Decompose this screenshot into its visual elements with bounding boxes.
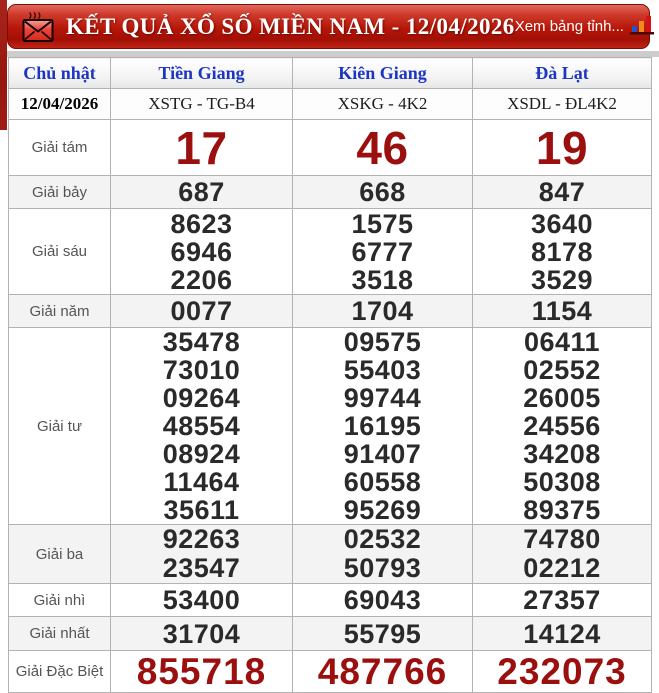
prize-number: 26005 [523, 383, 601, 413]
prize-cell [111, 525, 293, 584]
prize-row-giai-sau [9, 209, 652, 295]
prize-cell [293, 176, 473, 209]
prize-number: 19 [535, 121, 589, 174]
prize-number: 99744 [343, 383, 422, 413]
prize-row-giai-tu [9, 328, 652, 525]
column-header-row [9, 58, 652, 89]
bar-chart-icon [630, 15, 656, 39]
column-header-day[interactable]: Chủ nhật [9, 58, 111, 89]
station-code: XSDL - ĐL4K2 [473, 89, 652, 120]
prize-label: Giải Đặc Biệt [9, 651, 111, 693]
prize-number: 3529 [530, 264, 594, 295]
prize-cell [473, 651, 652, 693]
prize-number: 55795 [343, 618, 422, 649]
prize-number: 60558 [343, 467, 422, 497]
prize-label: Giải sáu [9, 209, 111, 295]
prize-number: 02212 [523, 553, 601, 583]
prize-number: 14124 [523, 618, 601, 649]
prize-row-giai-ba [9, 525, 652, 584]
prize-cell [473, 617, 652, 651]
view-provinces-label: Xem bảng tỉnh... [514, 18, 624, 35]
prize-number: 2206 [170, 264, 233, 295]
prize-label: Giải bảy [9, 176, 111, 209]
hot-envelope-icon [20, 11, 56, 45]
station-code: XSKG - 4K2 [293, 89, 473, 120]
prize-cell [111, 176, 293, 209]
prize-cell [293, 651, 473, 693]
prize-label: Giải năm [9, 295, 111, 328]
prize-number: 09264 [162, 383, 241, 413]
prize-cell [293, 209, 473, 295]
prize-cell [473, 209, 652, 295]
prize-number: 50308 [523, 467, 601, 497]
prize-number: 6777 [351, 236, 414, 267]
prize-cell [111, 651, 293, 693]
prize-row-giai-nhi [9, 584, 652, 617]
prize-cell [111, 120, 293, 176]
prize-number: 17 [175, 121, 228, 174]
prize-label: Giải nhì [9, 584, 111, 617]
prize-row-giai-nam [9, 295, 652, 328]
prize-cell [111, 328, 293, 525]
prize-number: 95269 [343, 495, 422, 525]
prize-number: 06411 [523, 327, 601, 357]
prize-cell [293, 525, 473, 584]
prize-number: 487766 [317, 650, 448, 692]
prize-cell [293, 295, 473, 328]
prize-number: 668 [359, 177, 406, 207]
column-header-province-tien-giang[interactable]: Tiền Giang [111, 58, 293, 89]
prize-cell [473, 525, 652, 584]
draw-info-row [9, 89, 652, 120]
prize-number: 02552 [523, 355, 601, 385]
prize-number: 92263 [162, 524, 241, 554]
prize-number: 31704 [162, 618, 241, 649]
column-header-province-kien-giang[interactable]: Kiên Giang [293, 58, 473, 89]
prize-label: Giải tám [9, 120, 111, 176]
prize-cell [293, 617, 473, 651]
prize-number: 16195 [343, 411, 422, 441]
prize-number: 8178 [530, 236, 594, 267]
station-code: XSTG - TG-B4 [111, 89, 293, 120]
prize-cell [111, 295, 293, 328]
prize-number: 24556 [523, 411, 601, 441]
prize-number: 46 [356, 121, 409, 174]
prize-cell [111, 209, 293, 295]
view-provinces-link[interactable] [515, 15, 656, 39]
draw-date: 12/04/2026 [9, 89, 111, 120]
prize-number: 02532 [343, 524, 422, 554]
prize-number: 55403 [343, 355, 422, 385]
prize-number: 3518 [351, 264, 414, 295]
prize-number: 89375 [523, 495, 601, 525]
prize-cell [473, 328, 652, 525]
lottery-results-table [8, 57, 652, 693]
prize-number: 91407 [343, 439, 422, 469]
prize-number: 27357 [523, 585, 601, 615]
prize-number: 1154 [531, 296, 593, 326]
page-title: KẾT QUẢ XỔ SỐ MIỀN NAM - 12/04/2026 [66, 13, 515, 39]
prize-row-giai-bay [9, 176, 652, 209]
prize-number: 232073 [497, 650, 627, 692]
prize-number: 09575 [343, 327, 422, 357]
prize-number: 50793 [343, 553, 422, 583]
prize-number: 3640 [530, 208, 594, 239]
prize-number: 847 [538, 177, 586, 207]
prize-label: Giải tư [9, 328, 111, 525]
prize-cell [293, 584, 473, 617]
prize-number: 8623 [170, 208, 233, 239]
prize-cell [473, 120, 652, 176]
column-header-province-da-lat[interactable]: Đà Lạt [473, 58, 652, 89]
prize-number: 48554 [162, 411, 241, 441]
prize-number: 35611 [163, 495, 240, 525]
prize-number: 35478 [162, 327, 241, 357]
prize-label: Giải nhất [9, 617, 111, 651]
prize-cell [111, 584, 293, 617]
prize-number: 11464 [163, 467, 240, 497]
prize-row-giai-nhat [9, 617, 652, 651]
header-bar [7, 4, 650, 49]
prize-number: 73010 [162, 355, 241, 385]
prize-number: 34208 [523, 439, 601, 469]
prize-row-giai-dac-biet [9, 651, 652, 693]
prize-cell [293, 328, 473, 525]
prize-number: 6946 [170, 236, 233, 267]
prize-cell [111, 617, 293, 651]
prize-label: Giải ba [9, 525, 111, 584]
prize-number: 23547 [162, 553, 241, 583]
prize-cell [473, 176, 652, 209]
prize-number: 74780 [523, 524, 601, 554]
left-edge-decoration [0, 0, 7, 130]
prize-cell [473, 295, 652, 328]
prize-number: 08924 [162, 439, 241, 469]
prize-number: 69043 [343, 585, 422, 615]
prize-number: 855718 [136, 650, 267, 692]
prize-cell [293, 120, 473, 176]
prize-number: 0077 [170, 296, 233, 326]
prize-cell [473, 584, 652, 617]
prize-number: 53400 [162, 585, 241, 615]
prize-number: 687 [178, 177, 225, 207]
prize-row-giai-tam [9, 120, 652, 176]
prize-number: 1575 [351, 208, 414, 239]
prize-number: 1704 [351, 296, 414, 326]
